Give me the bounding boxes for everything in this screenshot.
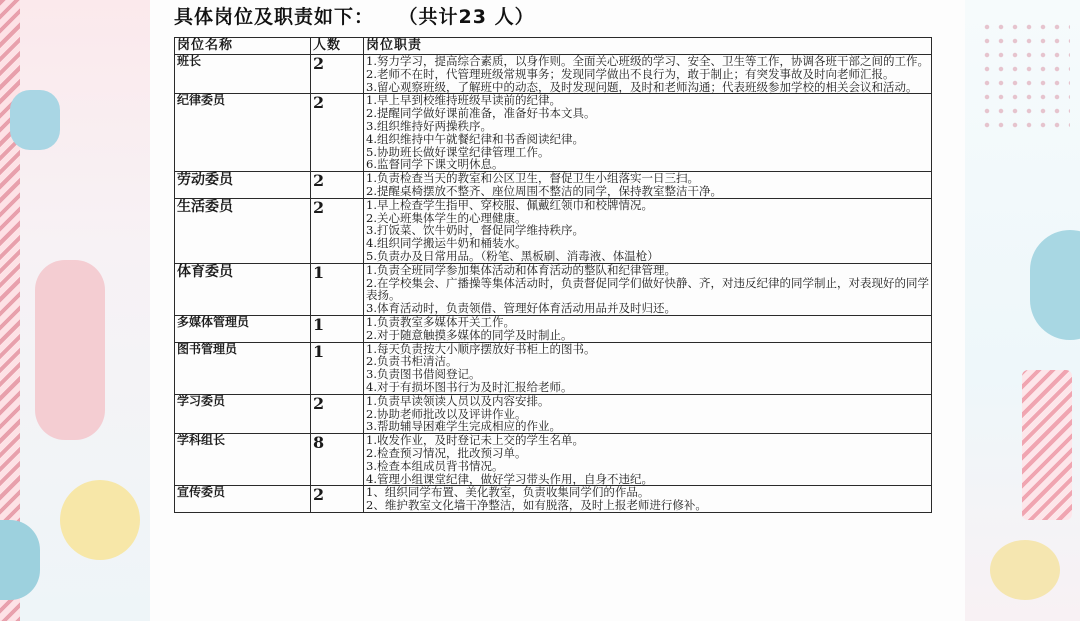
position-name: 班长	[175, 55, 311, 94]
position-name: 纪律委员	[175, 94, 311, 172]
position-count: 2	[311, 94, 364, 172]
duty-item: 5.协助班长做好课堂纪律管理工作。	[366, 144, 550, 159]
duty-item: 2.老师不在时，代管理班级常规事务；发现同学做出不良行为，敢于制止；有突发事故及时向老师汇报。	[366, 66, 895, 81]
duty-item: 3.打饭菜、饮牛奶时，督促同学维持秩序。	[366, 223, 584, 238]
position-duties	[364, 94, 932, 172]
duty-item: 2.在学校集会、广播操等集体活动时，负责督促同学们做好快静、齐，对违反纪律的同学制止，对表现好的同学表扬。	[366, 275, 929, 303]
table-row	[175, 342, 932, 394]
header-count: 人数	[311, 38, 364, 55]
duty-item: 1.负责早读领读人员以及内容安排。	[366, 393, 550, 408]
table-row	[175, 263, 932, 315]
duty-item: 1、组织同学布置、美化教室，负责收集同学们的作品。	[366, 485, 650, 500]
position-name: 学习委员	[175, 394, 311, 433]
decor-shape	[10, 90, 60, 150]
position-count: 8	[311, 434, 364, 486]
table-row	[175, 486, 932, 513]
duty-item: 1.每天负责按大小顺序摆放好书柜上的图书。	[366, 341, 596, 356]
duty-item: 2.对于随意触摸多媒体的同学及时制止。	[366, 327, 573, 342]
table-row	[175, 434, 932, 486]
position-name: 劳动委员	[175, 172, 311, 199]
duty-item: 3.检查本组成员背书情况。	[366, 458, 504, 473]
position-count: 1	[311, 263, 364, 315]
duty-item: 5.负责办及日常用品。（粉笔、黑板刷、消毒液、体温枪）	[366, 248, 659, 263]
duty-item: 1.早上检查学生指甲、穿校服、佩戴红领巾和校牌情况。	[366, 197, 653, 212]
table-body	[175, 55, 932, 513]
position-duties	[364, 394, 932, 433]
table-row	[175, 55, 932, 94]
position-count: 1	[311, 315, 364, 342]
position-duties	[364, 434, 932, 486]
table-row	[175, 198, 932, 263]
table-row	[175, 172, 932, 199]
duty-item: 2.提醒同学做好课前准备，准备好书本文具。	[366, 106, 596, 121]
position-count: 2	[311, 172, 364, 199]
position-count: 2	[311, 55, 364, 94]
duty-item: 2、维护教室文化墙干净整洁，如有脱落，及时上报老师进行修补。	[366, 498, 707, 513]
decor-shape	[1022, 370, 1072, 520]
position-name: 图书管理员	[175, 342, 311, 394]
position-name: 体育委员	[175, 263, 311, 315]
decor-shape	[60, 480, 140, 560]
decor-shape	[35, 260, 105, 440]
duty-item: 3.组织维持好两操秩序。	[366, 118, 492, 133]
position-name: 宣传委员	[175, 486, 311, 513]
total-count: （共计23 人）	[408, 6, 535, 28]
title-text: 具体岗位及职责如下：	[174, 6, 375, 28]
position-duties	[364, 342, 932, 394]
decor-shape	[990, 540, 1060, 600]
position-name: 生活委员	[175, 198, 311, 263]
duty-item: 3.体育活动时，负责领借、管理好体育活动用品并及时归还。	[366, 301, 676, 316]
document-page	[150, 0, 965, 621]
decor-shape	[0, 520, 40, 600]
header-position-name: 岗位名称	[175, 38, 311, 55]
duty-item: 4.管理小组课堂纪律，做好学习带头作用，自身不违纪。	[366, 471, 653, 486]
position-duties	[364, 198, 932, 263]
decor-shape	[1030, 230, 1080, 340]
duty-item: 3.留心观察班级，了解班中的动态，及时发现问题，及时和老师沟通；代表班级参加学校的相关会议和活动。	[366, 79, 918, 94]
duty-item: 2.负责书柜清洁。	[366, 354, 458, 369]
table-header-row	[175, 38, 932, 55]
table-row	[175, 315, 932, 342]
position-duties	[364, 486, 932, 513]
duty-item: 6.监督同学下课文明休息。	[366, 157, 504, 172]
duty-item: 4.组织维持中午就餐纪律和书香阅读纪律。	[366, 131, 584, 146]
duty-item: 2.提醒桌椅摆放不整齐、座位周围不整洁的同学，保持教室整洁干净。	[366, 183, 722, 198]
position-name: 学科组长	[175, 434, 311, 486]
duty-item: 1.负责检查当天的教室和公区卫生，督促卫生小组落实一日三扫。	[366, 171, 699, 186]
duty-item: 2.检查预习情况，批改预习单。	[366, 445, 527, 460]
slide-decoration-right	[965, 0, 1080, 621]
slide-decoration-left	[0, 0, 150, 621]
table-row	[175, 94, 932, 172]
duty-item: 4.组织同学搬运牛奶和桶装水。	[366, 236, 527, 251]
position-count: 2	[311, 394, 364, 433]
position-duties	[364, 315, 932, 342]
duty-item: 1.努力学习，提高综合素质，以身作则。全面关心班级的学习、安全、卫生等工作，协调各班干部之间的工作。	[366, 54, 929, 68]
duty-item: 1.早上早到校维持班级早读前的纪律。	[366, 93, 561, 108]
duty-item: 1.收发作业，及时登记未上交的学生名单。	[366, 433, 584, 448]
position-count: 1	[311, 342, 364, 394]
duty-item: 4.对于有损坏图书行为及时汇报给老师。	[366, 379, 573, 394]
table-row	[175, 394, 932, 433]
position-count: 2	[311, 198, 364, 263]
duty-item: 2.协助老师批改以及评讲作业。	[366, 406, 527, 421]
position-duties	[364, 172, 932, 199]
duty-table	[174, 37, 932, 513]
decor-dots	[980, 20, 1070, 130]
position-duties	[364, 263, 932, 315]
position-count: 2	[311, 486, 364, 513]
position-name: 多媒体管理员	[175, 315, 311, 342]
duty-item: 1.负责全班同学参加集体活动和体育活动的整队和纪律管理。	[366, 262, 676, 277]
duty-item: 3.帮助辅导困难学生完成相应的作业。	[366, 419, 561, 434]
duty-item: 1.负责教室多媒体开关工作。	[366, 314, 515, 329]
duty-item: 3.负责图书借阅登记。	[366, 367, 481, 382]
document-title	[174, 2, 535, 29]
position-duties	[364, 55, 932, 94]
header-duties: 岗位职责	[364, 38, 932, 55]
duty-item: 2.关心班集体学生的心理健康。	[366, 210, 527, 225]
